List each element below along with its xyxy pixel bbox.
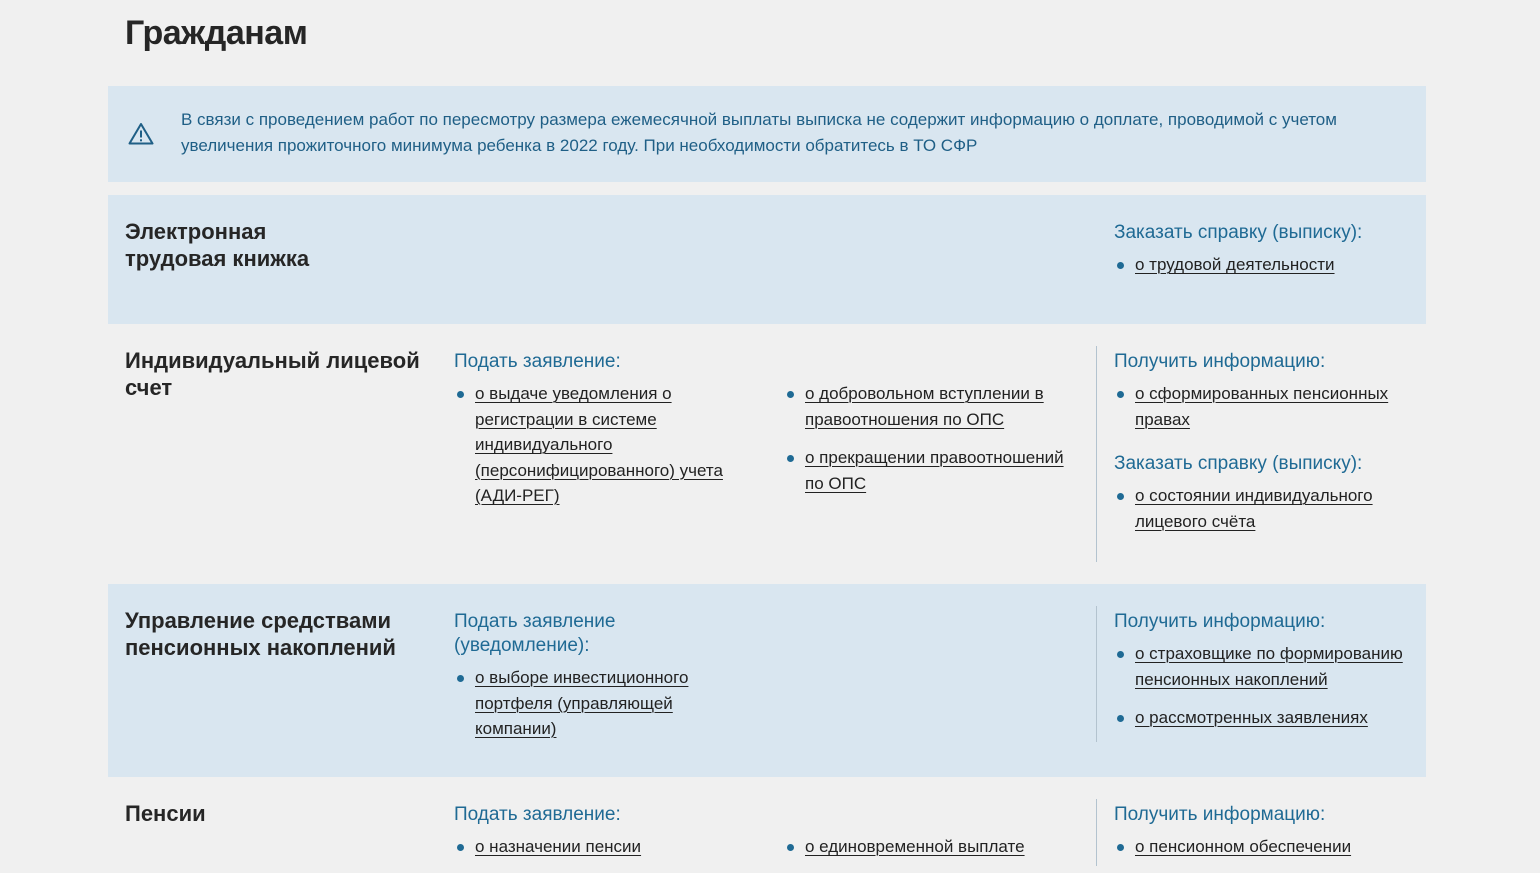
link-work-activity[interactable]: о трудовой деятельности xyxy=(1135,255,1335,274)
list-item xyxy=(784,445,1074,496)
get-information-column xyxy=(1114,803,1414,873)
link-lump-sum[interactable]: о единовременной выплате xyxy=(805,837,1025,856)
list-item xyxy=(784,381,1074,432)
link-list xyxy=(1114,834,1414,860)
submit-application-column xyxy=(454,610,744,755)
list-item xyxy=(784,834,1074,860)
section-title: Пенсии xyxy=(125,801,206,826)
link-pension-provision[interactable]: о пенсионном обеспечении xyxy=(1135,837,1352,856)
link-list xyxy=(1114,641,1414,731)
column-heading: Подать заявление: xyxy=(454,351,621,372)
list-item xyxy=(1114,705,1414,731)
link-voluntary-entry[interactable]: о добровольном вступлении в правоотношения по ОПС xyxy=(805,384,1044,429)
page-title: Гражданам xyxy=(125,14,308,52)
order-certificate-column xyxy=(1114,221,1414,291)
link-pension-assignment[interactable]: о назначении пенсии xyxy=(475,837,642,856)
link-adi-reg[interactable]: о выдаче уведомления о регистрации в системе индивидуального (персонифицированного) учета (АДИ-РЕГ) xyxy=(475,384,723,505)
link-list xyxy=(1114,252,1414,278)
section-electronic-work-book xyxy=(108,195,1426,324)
column-divider xyxy=(1096,799,1097,866)
column-divider xyxy=(1096,606,1097,742)
column-heading: Подать заявление (уведомление): xyxy=(454,611,616,656)
submit-application-column-2 xyxy=(784,834,1074,873)
list-item xyxy=(454,381,744,509)
column-heading: Получить информацию: xyxy=(1114,611,1326,632)
section-individual-account xyxy=(108,324,1426,584)
section-pension-savings xyxy=(108,584,1426,777)
list-item xyxy=(1114,834,1414,860)
section-pensions xyxy=(108,777,1426,866)
link-pension-rights[interactable]: о сформированных пенсионных правах xyxy=(1135,384,1389,429)
submit-application-column-2 xyxy=(784,381,1074,509)
column-divider xyxy=(1096,346,1097,562)
link-list xyxy=(1114,483,1414,534)
link-termination[interactable]: о прекращении правоотношений по ОПС xyxy=(805,448,1064,493)
link-list xyxy=(454,665,744,742)
link-account-status[interactable]: о состоянии индивидуального лицевого счёта xyxy=(1135,486,1373,531)
list-item xyxy=(1114,641,1414,692)
link-insurer[interactable]: о страховщике по формированию пенсионных накоплений xyxy=(1135,644,1403,689)
submit-application-column xyxy=(454,803,744,873)
section-title: Электронная трудовая книжка xyxy=(125,219,310,271)
column-heading: Получить информацию: xyxy=(1114,351,1326,372)
link-list xyxy=(784,834,1074,860)
column-heading: Получить информацию: xyxy=(1114,804,1326,825)
column-heading: Подать заявление: xyxy=(454,804,621,825)
submit-application-column xyxy=(454,350,744,522)
link-investment-portfolio[interactable]: о выборе инвестиционного портфеля (управляющей компании) xyxy=(475,668,689,738)
section-title: Управление средствами пенсионных накоплений xyxy=(125,608,396,660)
link-reviewed-applications[interactable]: о рассмотренных заявлениях xyxy=(1135,708,1368,727)
list-item xyxy=(1114,381,1414,432)
link-list xyxy=(454,834,744,860)
get-information-column xyxy=(1114,350,1414,547)
link-list xyxy=(784,381,1074,496)
list-item xyxy=(1114,252,1414,278)
link-list xyxy=(454,381,744,509)
warning-triangle-icon xyxy=(128,122,154,146)
list-item xyxy=(1114,483,1414,534)
section-title: Индивидуальный лицевой счет xyxy=(125,348,420,400)
list-item xyxy=(454,665,744,742)
link-list xyxy=(1114,381,1414,432)
notice-text: В связи с проведением работ по пересмотру размера ежемесячной выплаты выписка не содержит информацию о доплате, проводимой с учетом увеличения прожиточного минимума ребенка в 2022 году. При необходимости обратитесь в ТО СФР xyxy=(181,110,1337,155)
info-notice xyxy=(108,86,1426,182)
column-heading: Заказать справку (выписку): xyxy=(1114,453,1363,474)
column-heading: Заказать справку (выписку): xyxy=(1114,222,1363,243)
get-information-column xyxy=(1114,610,1414,744)
list-item xyxy=(454,834,744,860)
